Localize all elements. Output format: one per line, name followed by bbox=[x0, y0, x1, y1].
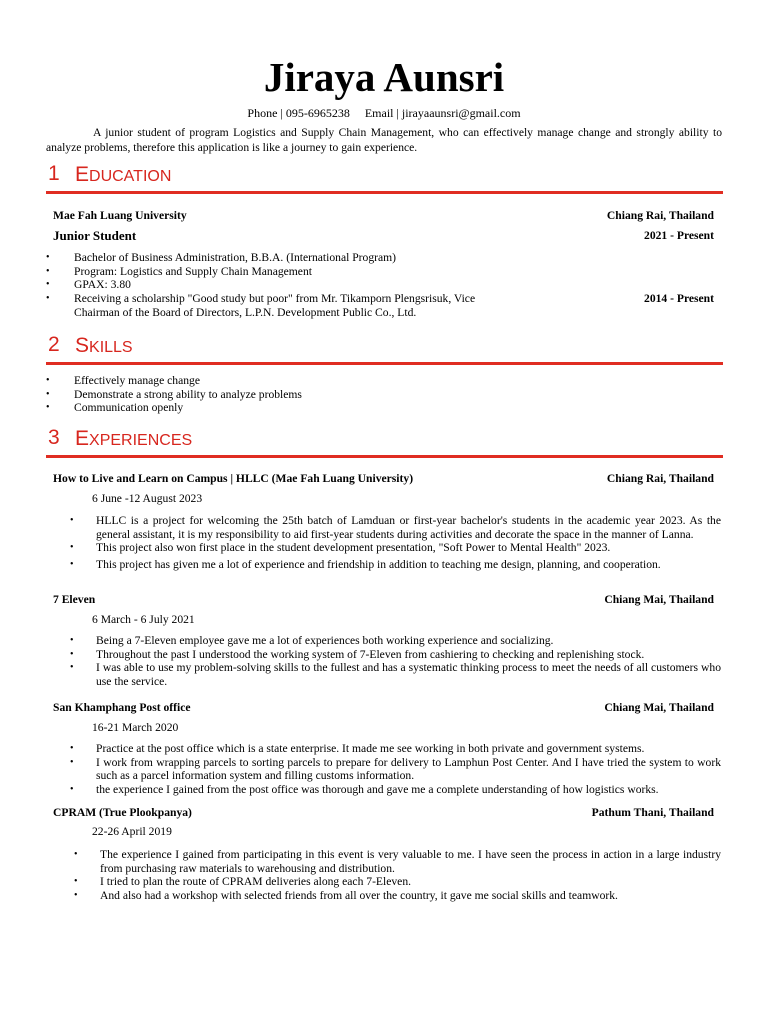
list-item: • I work from wrapping parcels to sorting parcels to prepare for delivery to Lamphun Post Center. And I have tried the system to work such as a parcel information system and filling customs information. bbox=[72, 756, 721, 783]
summary-paragraph: A junior student of program Logistics and Supply Chain Management, who can effectively manage change and strongly ability to analyze problems, therefore this application is like a journey to gain experience. bbox=[46, 126, 722, 154]
education-heading bbox=[46, 161, 723, 194]
experience-bullets-7eleven bbox=[72, 634, 721, 689]
list-item: • Program: Logistics and Supply Chain Management bbox=[46, 265, 714, 279]
skills-heading bbox=[46, 332, 723, 365]
phone-text: Phone | 095-6965238 bbox=[247, 106, 350, 120]
list-item: • And also had a workshop with selected friends from all over the country, it gave me social skills and teamwork. bbox=[76, 889, 721, 903]
experience-bullets-cpram bbox=[76, 848, 721, 903]
list-item: • HLLC is a project for welcoming the 25th batch of Lamduan or first-year bachelor's students in the academic year 2023. As the general assistant, it is my responsibility to aid first-year students during activities and decorate the space in the manner of Lanna. bbox=[72, 514, 721, 541]
school-name: Mae Fah Luang University bbox=[53, 209, 187, 222]
section-number: 2 bbox=[48, 333, 60, 356]
scholarship-text: Receiving a scholarship "Good study but poor" from Mr. Tikamporn Plengsrisuk, Vice Chairman of the Board of Directors, L.P.N. Development Public Co., Ltd. bbox=[74, 292, 476, 319]
candidate-name: Jiraya Aunsri bbox=[263, 54, 505, 100]
list-item: • This project has given me a lot of experience and friendship in addition to teaching me design, planning, and cooperation. bbox=[72, 558, 721, 572]
experience-dates: 6 June -12 August 2023 bbox=[92, 492, 203, 505]
list-item bbox=[46, 292, 714, 319]
skills-bullets bbox=[46, 374, 714, 415]
experience-dates: 6 March - 6 July 2021 bbox=[92, 613, 195, 626]
list-item: • Bachelor of Business Administration, B.B.A. (International Program) bbox=[46, 251, 714, 265]
section-title: SKILLS bbox=[75, 334, 133, 357]
education-school-row bbox=[53, 208, 714, 224]
experiences-heading bbox=[46, 425, 723, 458]
section-number: 3 bbox=[48, 426, 60, 449]
experience-org: San Khamphang Post office bbox=[53, 701, 191, 714]
experience-location: Chiang Rai, Thailand bbox=[606, 472, 714, 485]
experience-location: Chiang Mai, Thailand bbox=[604, 701, 714, 714]
experience-dates: 16-21 March 2020 bbox=[92, 721, 179, 734]
experience-dates: 22-26 April 2019 bbox=[92, 825, 172, 838]
experience-location: Pathum Thani, Thailand bbox=[591, 806, 714, 819]
role-period: 2021 - Present bbox=[644, 229, 714, 242]
email-text[interactable]: Email | jirayaaunsri@gmail.com bbox=[364, 106, 521, 120]
list-item: • Demonstrate a strong ability to analyze problems bbox=[46, 388, 714, 402]
role-title: Junior Student bbox=[53, 228, 137, 243]
list-item: • Being a 7-Eleven employee gave me a lot of experiences both working experience and socializing. bbox=[72, 634, 721, 648]
experience-row-7eleven bbox=[53, 592, 714, 608]
section-title: EXPERIENCES bbox=[75, 427, 193, 450]
list-item: • Practice at the post office which is a state enterprise. It made me see working in both private and government systems. bbox=[72, 742, 721, 756]
list-item: • This project also won first place in the student development presentation, "Soft Power to Mental Health" 2023. bbox=[72, 541, 721, 555]
experience-org: How to Live and Learn on Campus | HLLC (Mae Fah Luang University) bbox=[53, 472, 414, 485]
list-item: • I tried to plan the route of CPRAM deliveries along each 7-Eleven. bbox=[76, 875, 721, 889]
experience-row-hllc bbox=[53, 471, 714, 487]
section-number: 1 bbox=[48, 162, 60, 185]
experience-bullets-hllc bbox=[72, 514, 721, 572]
list-item: • I was able to use my problem-solving skills to the fullest and has a systematic thinking process to meet the needs of all customers who use the service. bbox=[72, 661, 721, 688]
list-item: • GPAX: 3.80 bbox=[46, 278, 714, 292]
experience-org: CPRAM (True Plookpanya) bbox=[53, 806, 192, 819]
contact-line bbox=[0, 106, 768, 120]
education-bullets bbox=[46, 251, 714, 320]
school-location: Chiang Rai, Thailand bbox=[606, 209, 714, 222]
scholarship-period: 2014 - Present bbox=[644, 292, 714, 306]
list-item: • the experience I gained from the post office was thorough and gave me a complete understanding of how logistics works. bbox=[72, 783, 721, 797]
experience-location: Chiang Mai, Thailand bbox=[604, 593, 714, 606]
list-item: • The experience I gained from participating in this event is very valuable to me. I have seen the process in action in a large industry from purchasing raw materials to warehousing and distribution. bbox=[76, 848, 721, 875]
experience-row-cpram bbox=[53, 805, 714, 821]
list-item: • Effectively manage change bbox=[46, 374, 714, 388]
list-item: • Communication openly bbox=[46, 401, 714, 415]
experience-row-post-office bbox=[53, 700, 714, 716]
list-item: • Throughout the past I understood the working system of 7-Eleven from cashiering to checking and replenishing stock. bbox=[72, 648, 721, 662]
section-title: EDUCATION bbox=[75, 163, 172, 186]
education-role-row bbox=[53, 228, 714, 244]
experience-bullets-post-office bbox=[72, 742, 721, 797]
experience-org: 7 Eleven bbox=[53, 593, 96, 606]
